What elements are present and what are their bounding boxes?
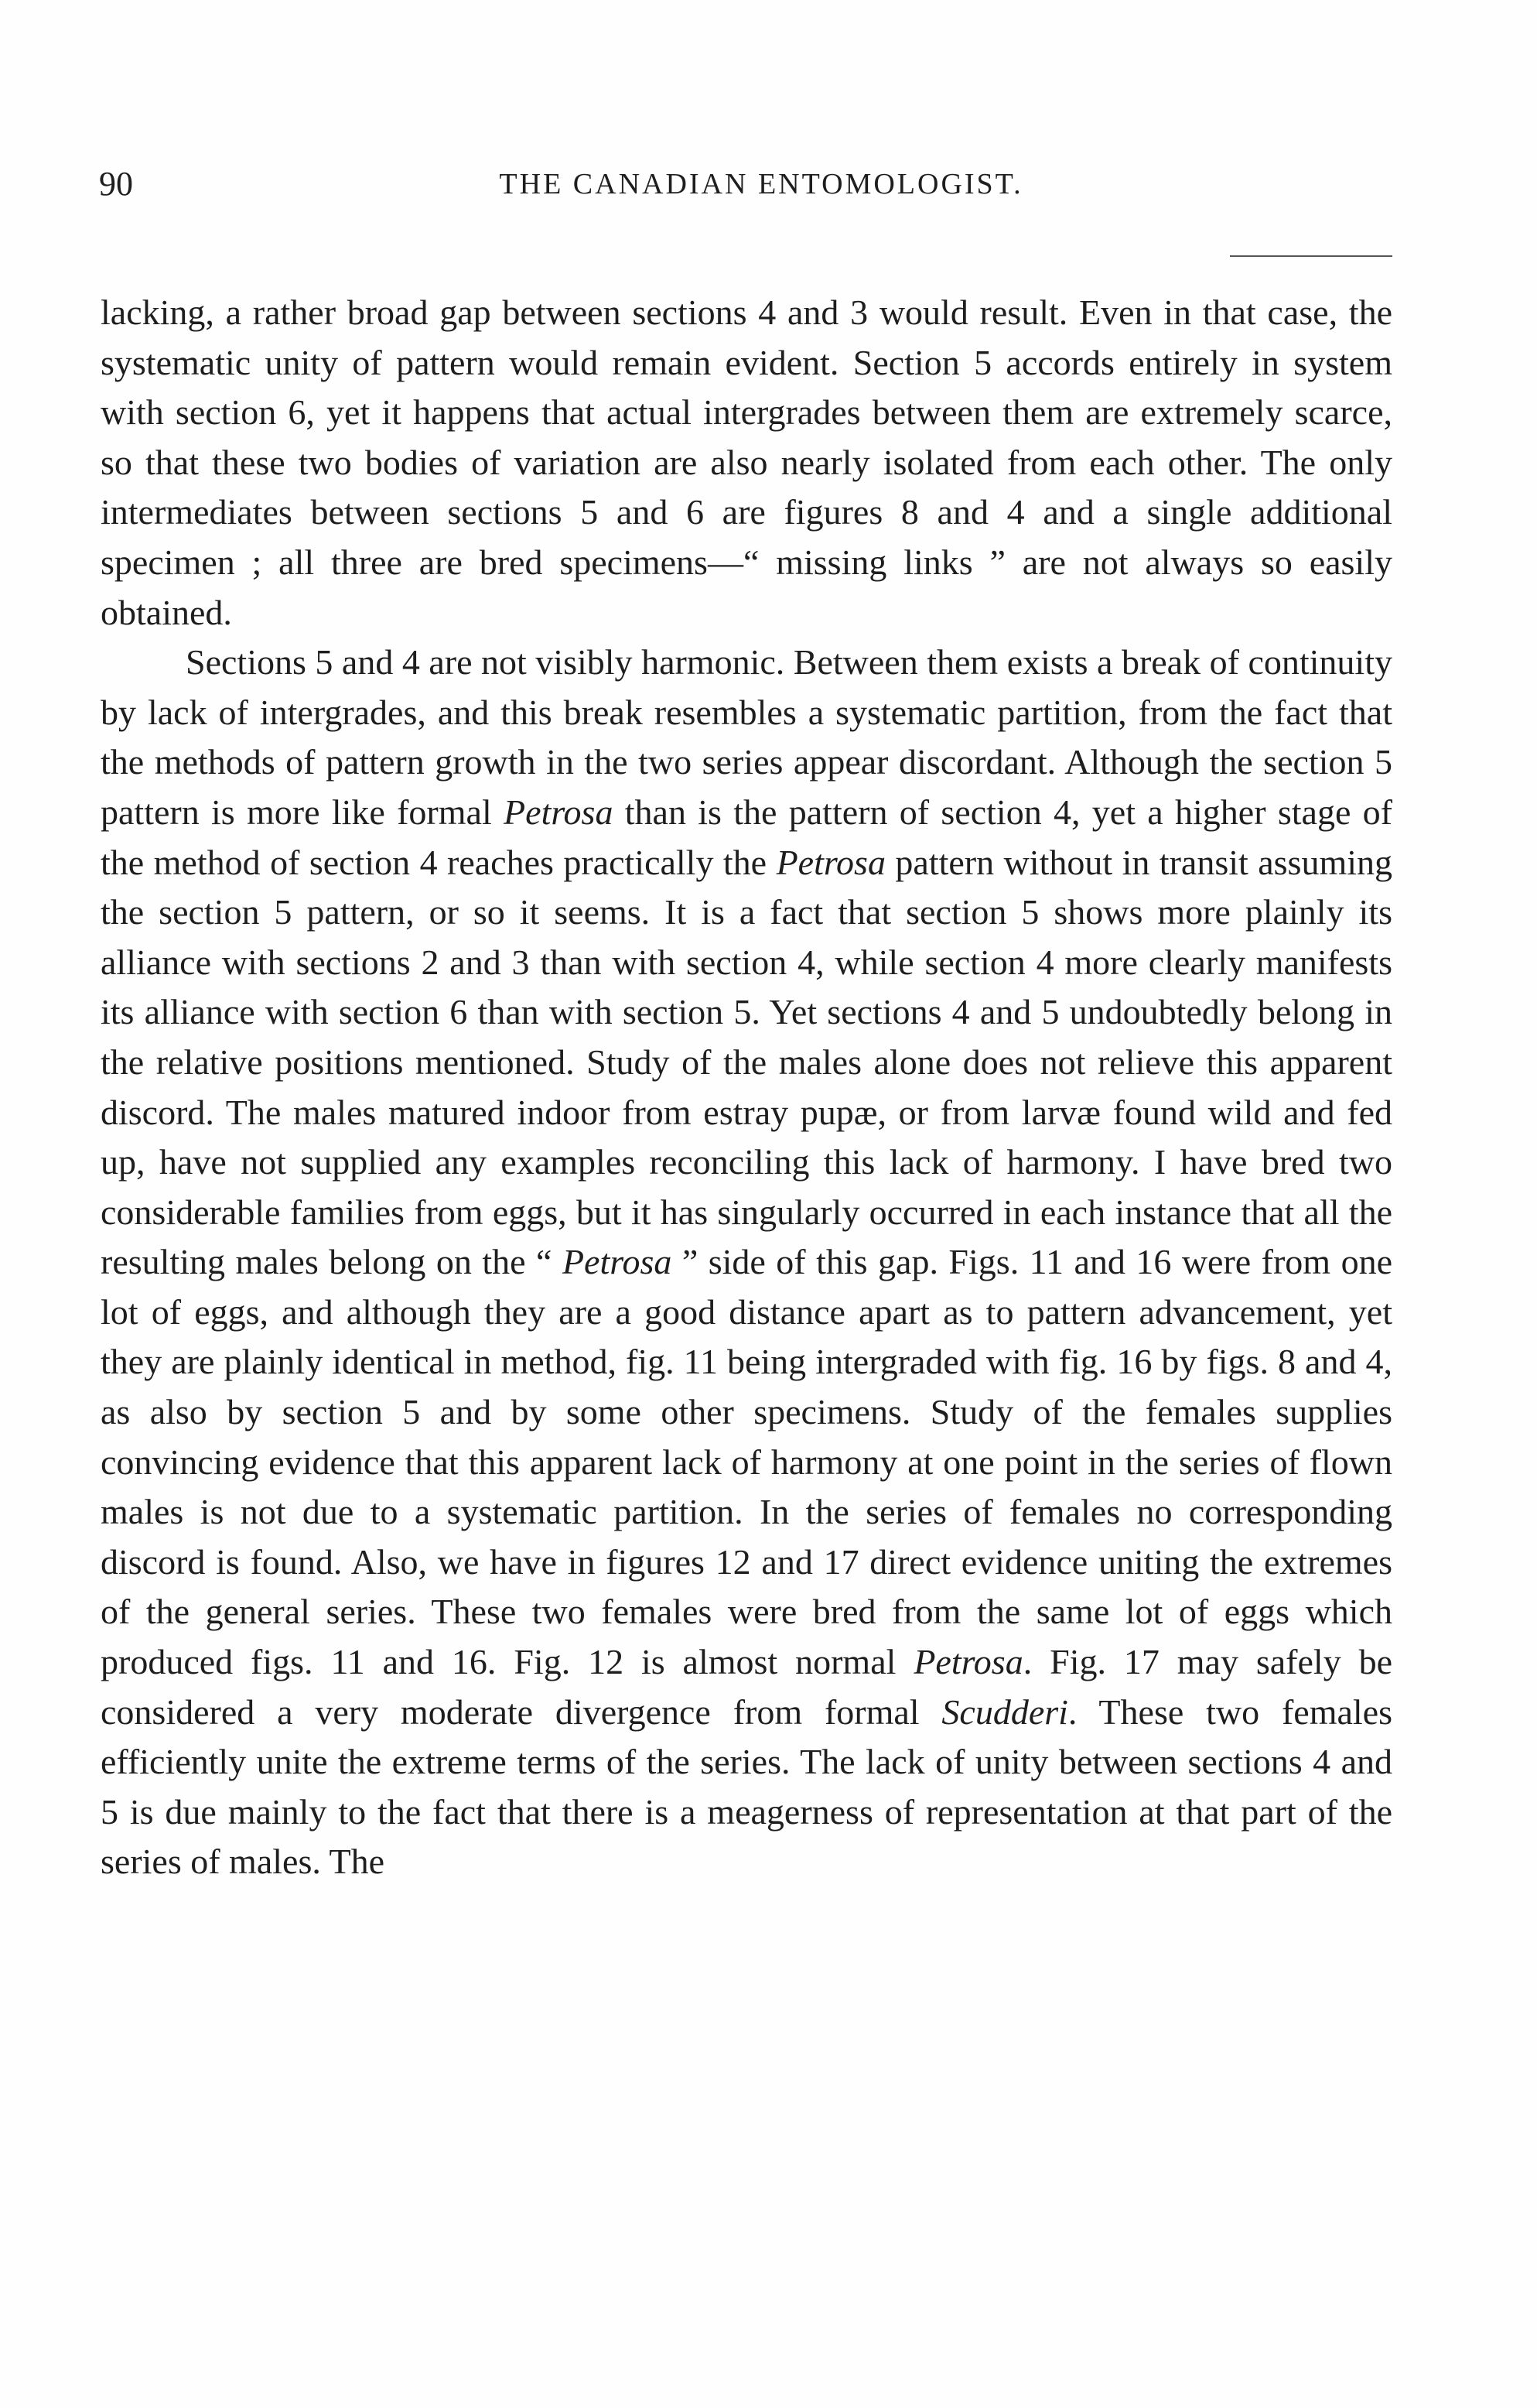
text-run: pattern without in transit assuming the section 5 pattern, or so it seems. It is a fact that section 5 shows more plainly its alliance with sections 2 and 3 than with section 4, while section 4 more clearly manifests its alliance with section 6 than with section 5. Yet sections 4 and 5 undoubtedly belong in the relative positions mentioned. Study of the males alone does not relieve this apparent discord. The males matured indoor from estray pupæ, or from larvæ found wild and fed up, have not supplied any examples reconciling this lack of harmony. I have bred two considerable families from eggs, but it has singularly occurred in each instance that all the resulting males belong on the “ — [101, 842, 1393, 1282]
header-rule — [1230, 255, 1392, 257]
paragraph — [101, 638, 1392, 1887]
text-run: lacking, a rather broad gap between sections 4 and 3 would result. Even in that case, the systematic unity of pattern would remain evident. Section 5 accords entirely in system with section 6, yet it happens that actual intergrades between them are extremely scarce, so that these two bodies of variation are also nearly isolated from each other. The only intermediates between sections 5 and 6 are figures 8 and 4 and a single additional specimen ; all three are bred specimens—“ missing links ” are not always so easily obtained. — [101, 292, 1392, 632]
text-run: than is the pattern of section 4, yet a higher stage of the method of section 4 reaches practically the — [101, 792, 1392, 882]
body-text — [101, 288, 1392, 1887]
page-number: 90 — [99, 165, 133, 203]
text-run: Sections 5 and 4 are not visibly harmonic. Between them exists a break of continuity by lack of intergrades, and this break resembles a systematic partition, from the fact that the methods of pattern growth in the two series appear discordant. Although the section 5 pattern is more like formal — [101, 642, 1392, 832]
italic-term: Scudderi — [941, 1691, 1068, 1732]
running-head — [99, 161, 1392, 207]
italic-term: Petrosa — [776, 842, 886, 882]
italic-term: Petrosa — [562, 1242, 672, 1282]
journal-title: THE CANADIAN ENTOMOLOGIST. — [499, 168, 1023, 200]
text-run: . Fig. 17 may safely be considered a very moderate divergence from formal — [101, 1642, 1392, 1732]
italic-term: Petrosa — [504, 792, 613, 832]
italic-term: Petrosa — [914, 1642, 1023, 1682]
text-run: ” side of this gap. Figs. 11 and 16 were from one lot of eggs, and although they are a good distance apart as to pattern advancement, yet they are plainly identical in method, fig. 11 being intergraded with fig. 16 by figs. 8 and 4, as also by section 5 and by some other specimens. Study of the females supplies convincing evidence that this apparent lack of harmony at one point in the series of flown males is not due to a systematic partition. In the series of females no corresponding discord is found. Also, we have in figures 12 and 17 direct evidence uniting the extremes of the general series. These two females were bred from the same lot of eggs which produced figs. 11 and 16. Fig. 12 is almost normal — [101, 1242, 1392, 1682]
paragraph — [101, 288, 1392, 638]
text-run: . These two females efficiently unite the extreme terms of the series. The lack of unity between sections 4 and 5 is due mainly to the fact that there is a meagerness of representation at that part of the series of males. The — [101, 1691, 1392, 1882]
